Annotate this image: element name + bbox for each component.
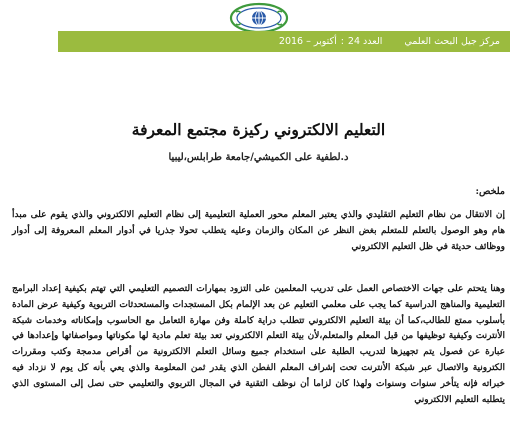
article-author: د.لطفية على الكميشي/جامعة طرابلس،ليبيا <box>168 152 349 163</box>
issue-separator: : <box>340 36 344 47</box>
article-title: التعليم الالكتروني ركيزة مجتمع المعرفة <box>131 120 386 139</box>
abstract-paragraph-2: وهنا يتحتم على جهات الاختصاص العمل على تدريب المعلمين على التزود بمهارات التصميم التعليمي التي تهتم بكيفية إعداد البرامج التعليمية والمناهج الدراسية كما يجب على معلمي التعليم عن بعد الإلمام بكل المستجدات والمستحدثات التربوية وكيفية عرض المادة بأسلوب ممتع للطالب،كما أن بيئة التعليم الالكتروني تتطلب دراية كاملة وفن مهارة التعامل مع الحاسوب وإمكاناته وخدمات شبكة الأنترنت وكيفية توظيفها من قبل المعلم والمتعلم،لأن بيئة التعلم الالكتروني تعد بيئة تعلم مادية لها مكوناتها ومواصفاتها وإعدادها في عبارة عن فصول يتم تجهيزها لتدريب الطلبة على استخدام جميع وسائل التعلم الالكترونية من أقراص مدمجة وكتب ومقررات الكترونية والاتصال عبر شبكة الأنترنت تحت إشراف المعلم الفطن الذي يقدر ثمن المعلومة والذي يعي بأنه كل يوم لا نزداد فيه خبراته فإنه يتأخر سنوات وسنوات ولهذا كان لزاما أن نوظف التقنية في المجال التربوي والتعليمي حتى نصل إلى المستوى الذي يتطلبه التعليم الالكتروني <box>12 284 505 405</box>
research-center-logo <box>228 2 290 34</box>
issue-number: العدد 24 <box>347 36 383 47</box>
journal-header-bar <box>58 31 510 52</box>
abstract-heading: ملخص: <box>475 186 505 197</box>
abstract-paragraph-1: إن الانتقال من نظام التعليم التقليدي والذي يعتبر المعلم محور العملية التعليمية إلى نظام التعليم الالكتروني والذي يقوم على مبدأ هام وهو الوصول بالتعلم للمتعلم بغض النظر عن المكان والزمان وعليه يتطلب تحولا جذريا في أدوار المعلم المعروفة إلى أدوار ووظائف حديثة في ظل التعليم الالكتروني <box>12 210 505 252</box>
research-center-name: مركز جيل البحث العلمي <box>404 36 500 47</box>
issue-date: أكتوبر – 2016 <box>278 36 337 47</box>
